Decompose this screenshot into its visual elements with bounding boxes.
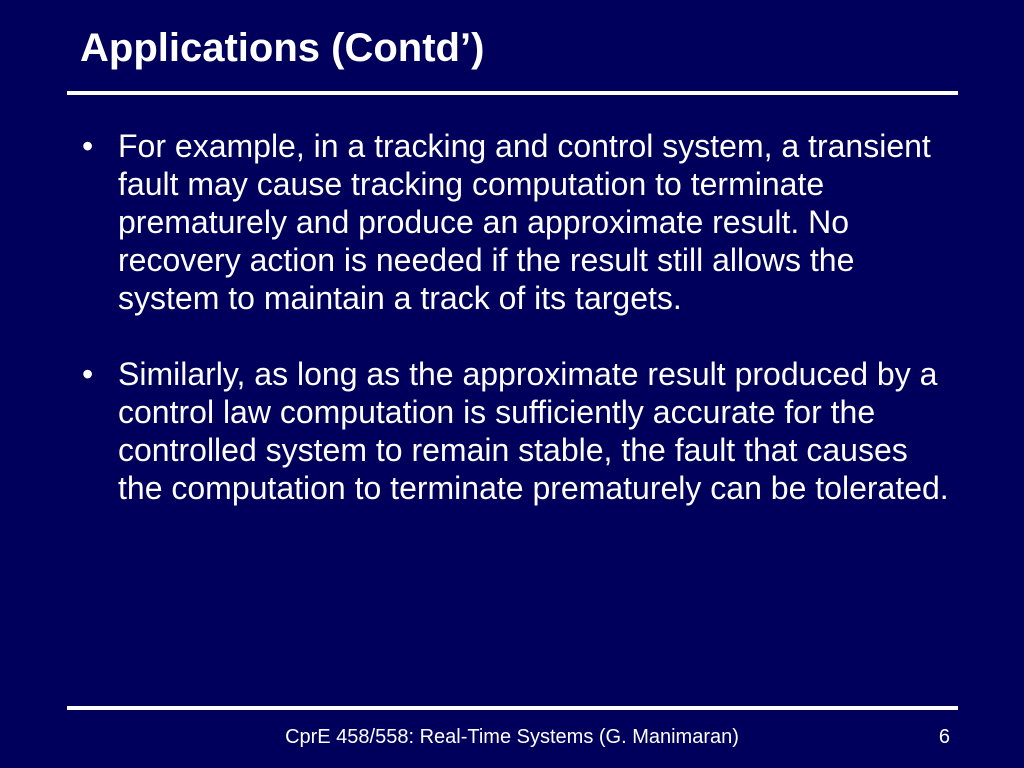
bullet-text: For example, in a tracking and control system, a transient fault may cause tracking computation to terminate prematurely and produce an approximate result. No recovery action is needed if the result still allows the system to maintain a track of its targets. bbox=[118, 128, 931, 316]
bullet-icon: • bbox=[82, 128, 94, 164]
page-number: 6 bbox=[938, 726, 950, 748]
bullet-item bbox=[80, 127, 960, 317]
title-divider bbox=[67, 91, 958, 95]
slide-title: Applications (Contd’) bbox=[80, 26, 485, 70]
bullet-list bbox=[80, 127, 960, 545]
bullet-icon: • bbox=[82, 356, 94, 392]
footer-text: CprE 458/558: Real-Time Systems (G. Manimaran) bbox=[285, 726, 739, 748]
bullet-text: Similarly, as long as the approximate result produced by a control law computation is sufficiently accurate for the controlled system to remain stable, the fault that causes the computation to terminate prematurely can be tolerated. bbox=[118, 356, 949, 506]
footer-divider bbox=[67, 706, 958, 710]
bullet-item bbox=[80, 355, 960, 507]
